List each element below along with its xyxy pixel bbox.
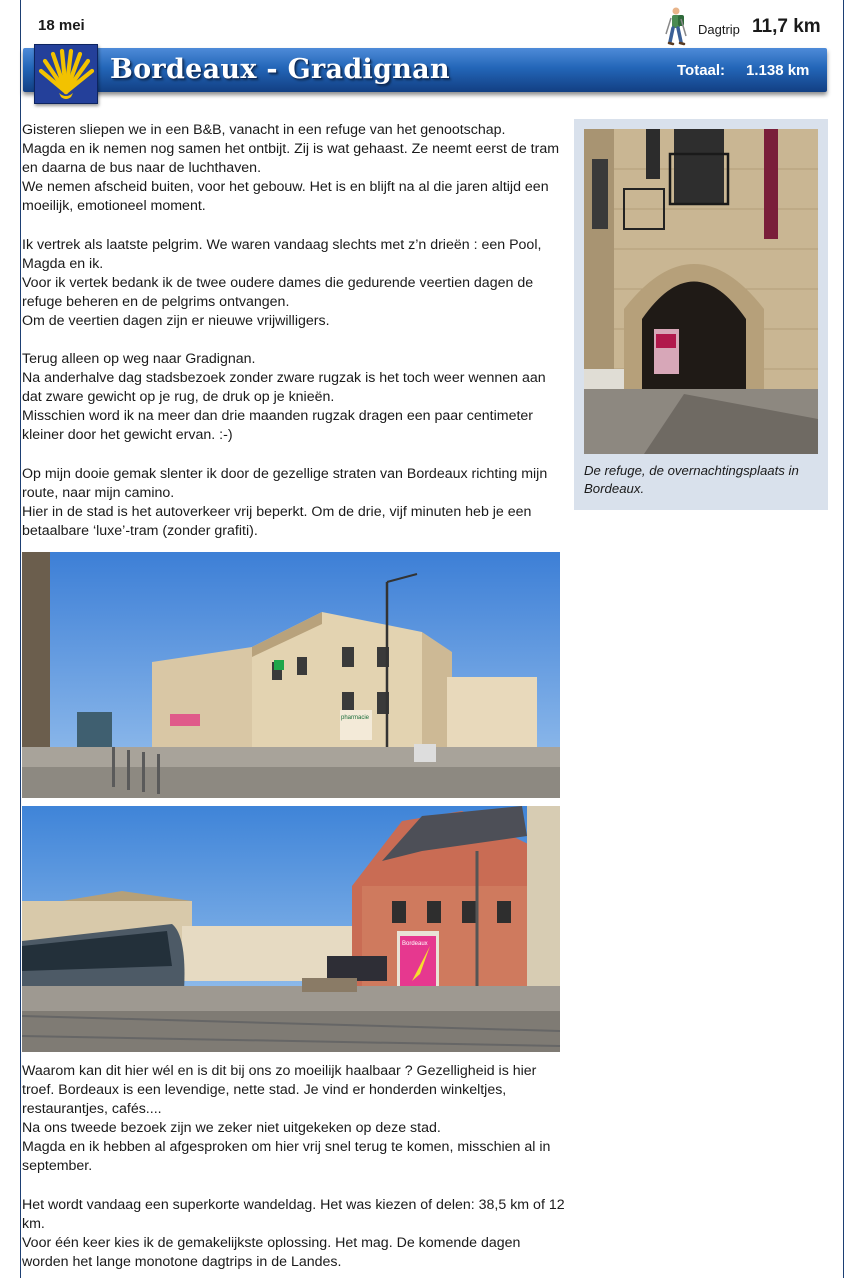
paragraph-6 — [22, 1196, 567, 1272]
tram-stop-poster: Bordeaux — [402, 941, 428, 947]
text-line: Waarom kan dit hier wél en is dit bij ons zo moeilijk haalbaar ? Gezelligheid is hier troef. Bordeaux is een levendige, nette stad. Je vind er honderden winkeltjes, restaurantjes, cafés.... — [22, 1063, 537, 1117]
text-line: Terug alleen op weg naar Gradignan. — [22, 351, 256, 367]
street-photo — [22, 552, 560, 798]
paragraph-2 — [22, 236, 567, 331]
paragraph-5 — [22, 1062, 567, 1176]
text-line: Magda en ik hebben al afgesproken om hier vrij snel terug te komen, misschien al in september. — [22, 1139, 551, 1174]
tram-photo — [22, 806, 560, 1052]
camino-shell-logo — [34, 44, 98, 104]
refuge-photo — [584, 129, 818, 454]
paragraph-4 — [22, 465, 567, 541]
total-label: Totaal: — [677, 62, 726, 79]
pharmacy-sign: pharmacie — [341, 715, 370, 721]
text-line: Om de veertien dagen zijn er nieuwe vrijwilligers. — [22, 313, 330, 329]
text-line: Hier in de stad is het autoverkeer vrij beperkt. Om de drie, vijf minuten heb je een betaalbare ‘luxe’-tram (zonder grafiti). — [22, 504, 532, 539]
paragraph-3 — [22, 350, 567, 445]
paragraph-1 — [22, 121, 567, 216]
total-distance: 1.138 km — [746, 62, 810, 79]
text-line: Op mijn dooie gemak slenter ik door de gezellige straten van Bordeaux richting mijn route, naar mijn camino. — [22, 466, 548, 501]
text-line: Na anderhalve dag stadsbezoek zonder zware rugzak is het toch weer wennen aan dat zware gewicht op je rug, de druk op je knieën. — [22, 370, 546, 405]
trip-label: Dagtrip — [698, 22, 740, 37]
text-line: Voor ik vertek bedank ik de twee oudere dames die gedurende veertien dagen de refuge beheren en de pelgrims ontvangen. — [22, 275, 534, 310]
text-line: Misschien word ik na meer dan drie maanden rugzak dragen een paar centimeter kleiner door het gewicht ervan. :-) — [22, 408, 534, 443]
page-title: Bordeaux - Gradignan — [110, 54, 450, 85]
trip-distance: 11,7 km — [752, 16, 821, 37]
text-line: Na ons tweede bezoek zijn we zeker niet uitgekeken op deze stad. — [22, 1120, 441, 1136]
text-line: Voor één keer kies ik de gemakelijkste oplossing. Het mag. De komende dagen worden het lange monotone dagtrips in de Landes. — [22, 1235, 521, 1270]
text-line: We nemen afscheid buiten, voor het gebouw. Het is en blijft na al die jaren altijd een moeilijk, emotioneel moment. — [22, 179, 549, 214]
text-line: Het wordt vandaag een superkorte wandeldag. Het was kiezen of delen: 38,5 km of 12 km. — [22, 1197, 565, 1232]
text-line: Gisteren sliepen we in een B&B, vanacht in een refuge van het genootschap. — [22, 122, 506, 138]
photo-caption: De refuge, de overnachtingsplaats in Bordeaux. — [584, 463, 799, 496]
date-label: 18 mei — [38, 17, 85, 34]
text-line: Magda en ik nemen nog samen het ontbijt. Zij is wat gehaast. Ze neemt eerst de tram en daarna de bus naar de luchthaven. — [22, 141, 560, 176]
hiker-icon — [660, 6, 690, 50]
text-line: Ik vertrek als laatste pelgrim. We waren vandaag slechts met z’n drieën : een Pool, Magda en ik. — [22, 237, 542, 272]
